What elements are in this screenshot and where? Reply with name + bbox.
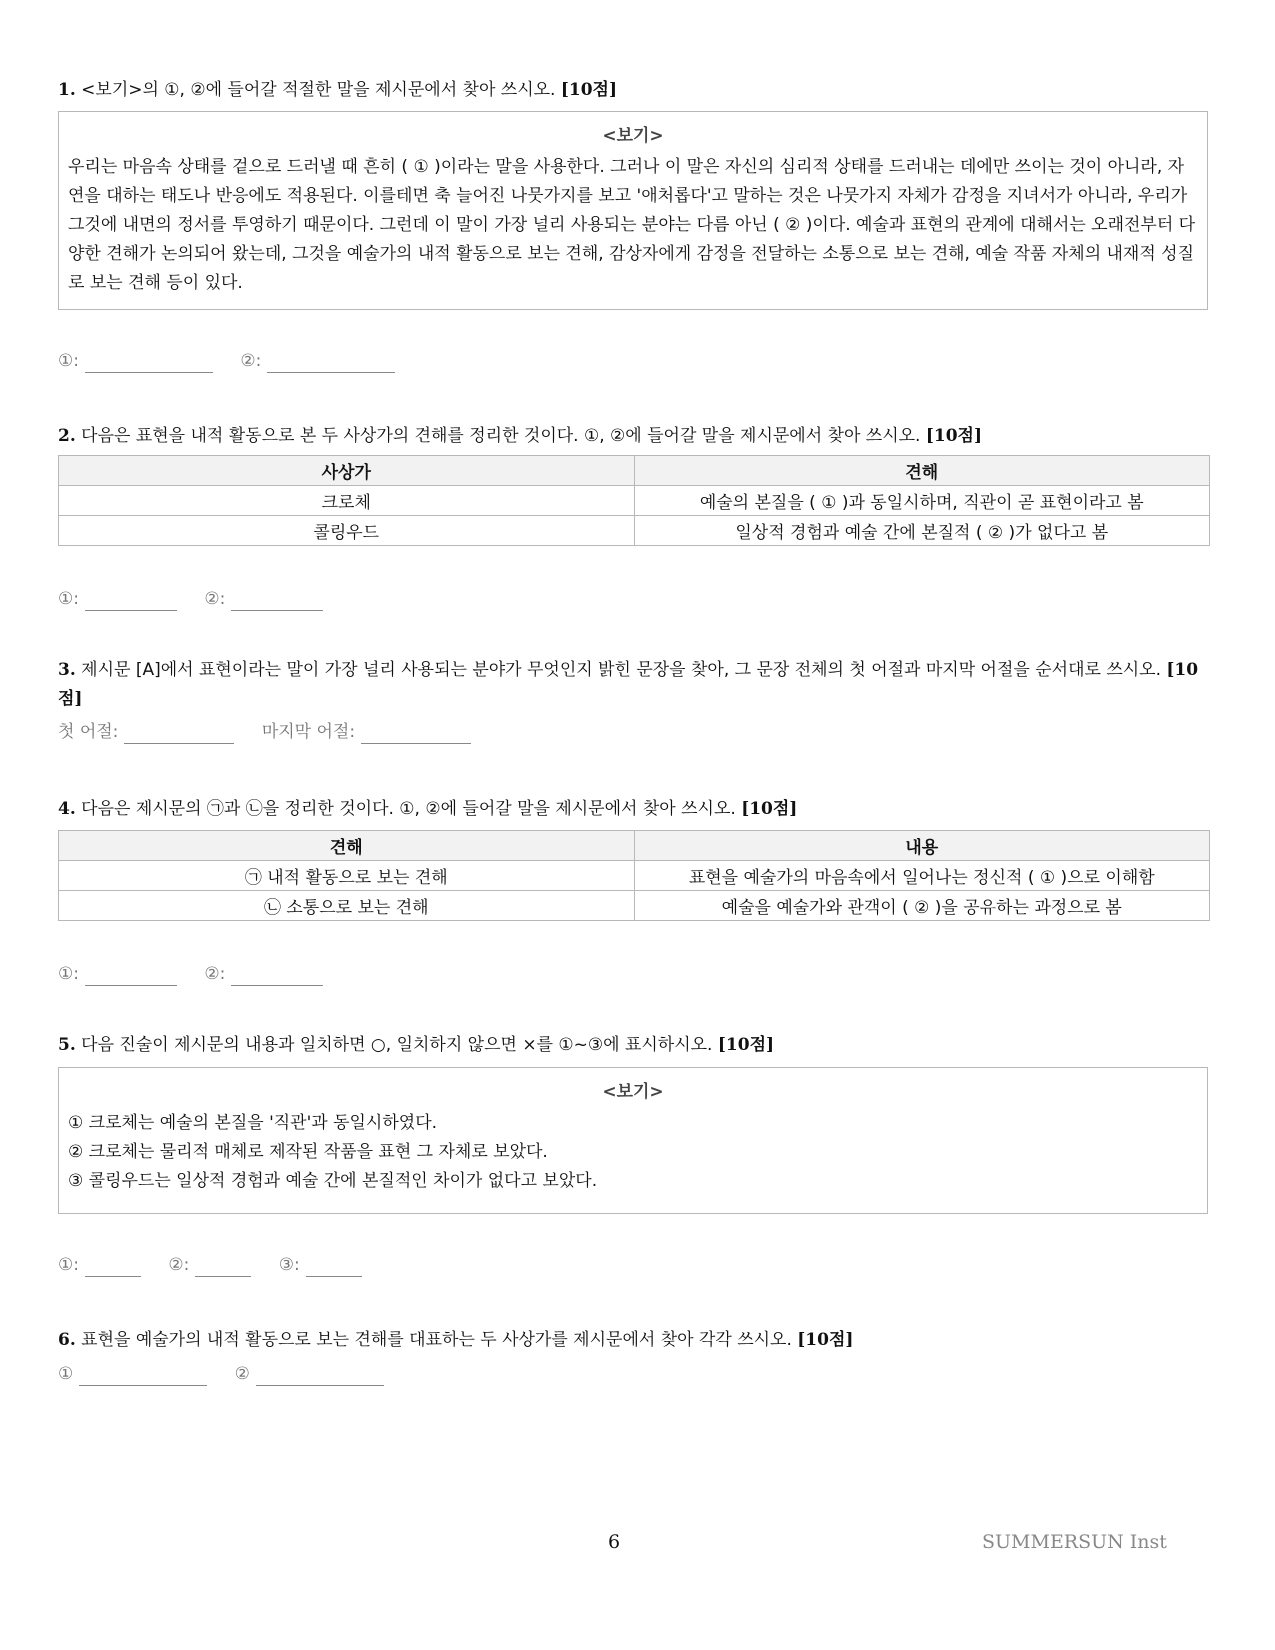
answer-blank[interactable] (306, 1256, 362, 1277)
question-points: [10점] (58, 660, 1199, 709)
question-points: [10점] (797, 1330, 854, 1350)
answer-label: ③: (278, 1255, 300, 1275)
brand-label: SUMMERSUN Inst (982, 1531, 1167, 1553)
answer-label: ②: (204, 589, 226, 609)
page-number: 6 (608, 1531, 621, 1553)
question-points: [10점] (741, 799, 798, 819)
table-cell: ㉠ 내적 활동으로 보는 견해 (59, 861, 635, 891)
question-text: <보기>의 ①, ②에 들어갈 적절한 말을 제시문에서 찾아 쓰시오. (75, 80, 561, 100)
answer-item (240, 349, 395, 373)
answer-item (262, 720, 471, 744)
table-header: 견해 (59, 831, 635, 861)
question-points: [10점] (717, 1035, 775, 1055)
answer-blank[interactable] (79, 1365, 207, 1386)
question-text: 다음은 표현을 내적 활동으로 본 두 사상가의 견해를 정리한 것이다. ①, ②에 들어갈 말을 제시문에서 찾아 쓰시오. (75, 426, 926, 446)
answer-line-2 (58, 587, 345, 611)
answer-item (58, 349, 213, 373)
question-text: 다음 진술이 제시문의 내용과 일치하면 ○, 일치하지 않으면 ×를 ①~③에 표시하시오. (75, 1035, 718, 1055)
answer-blank[interactable] (85, 1256, 141, 1277)
box-passage: 우리는 마음속 상태를 겉으로 드러낼 때 흔히 ( ① )이라는 말을 사용한다. 그러나 이 말은 자신의 심리적 상태를 드러내는 데에만 쓰이는 것이 아니라, 자연을 대하는 태도나 반응에도 적용된다. 이를테면 축 늘어진 나뭇가지를 보고 '애처롭다'고 말하는 것은 나뭇가지 자체가 감정을 지녀서가 아니라, 우리가 그것에 내면의 정서를 투영하기 때문이다. 그런데 이 말이 가장 널리 사용되는 분야는 다름 아닌 ( ② )이다. 예술과 표현의 관계에 대해서는 오래전부터 다양한 견해가 논의되어 왔는데, 그것을 예술가의 내적 활동으로 보는 견해, 감상자에게 감정을 전달하는 소통으로 보는 견해, 예술 작품 자체의 내재적 성질로 보는 견해 등이 있다. (68, 157, 1196, 293)
answer-blank[interactable] (267, 352, 395, 373)
box-statement: ① 크로체는 예술의 본질을 '직관'과 동일시하였다. (68, 1113, 438, 1133)
answer-label: ①: (58, 964, 79, 984)
question-points: [10점] (925, 426, 983, 446)
question-1 (58, 76, 1210, 105)
table-cell: 예술을 예술가와 관객이 ( ② )을 공유하는 과정으로 봄 (634, 891, 1210, 921)
table-header-row (59, 456, 1210, 486)
question-points: [10점] (560, 80, 618, 100)
answer-label: ② (234, 1364, 250, 1384)
question-number: 4. (58, 799, 76, 819)
answer-blank[interactable] (85, 352, 213, 373)
answer-blank[interactable] (231, 590, 323, 611)
answer-item (58, 962, 177, 986)
bogi-box-1 (58, 111, 1208, 310)
table-row (59, 486, 1210, 516)
views-table (58, 830, 1210, 921)
answer-blank[interactable] (361, 723, 471, 744)
box-statement: ③ 콜링우드는 일상적 경험과 예술 간에 본질적인 차이가 없다고 보았다. (68, 1171, 598, 1191)
answer-blank[interactable] (85, 965, 177, 986)
answer-blank[interactable] (124, 723, 234, 744)
table-header: 내용 (634, 831, 1210, 861)
answer-item (168, 1253, 251, 1277)
bogi-box-5 (58, 1067, 1208, 1214)
answer-label: ②: (240, 351, 262, 371)
table-cell: 크로체 (59, 486, 635, 516)
question-number: 1. (58, 80, 76, 100)
answer-item (58, 587, 177, 611)
answer-label: ①: (58, 351, 79, 371)
question-text: 표현을 예술가의 내적 활동으로 보는 견해를 대표하는 두 사상가를 제시문에서 찾아 각각 쓰시오. (75, 1330, 798, 1350)
answer-label: 마지막 어절: (261, 722, 356, 742)
answer-line-3 (58, 720, 493, 744)
table-header: 사상가 (59, 456, 635, 486)
answer-label: 첫 어절: (58, 722, 119, 742)
table-row (59, 516, 1210, 546)
table-cell: 표현을 예술가의 마음속에서 일어나는 정신적 ( ① )으로 이해함 (634, 861, 1210, 891)
answer-item (235, 1362, 384, 1386)
question-6 (58, 1326, 1210, 1355)
question-number: 5. (58, 1035, 76, 1055)
question-number: 3. (58, 660, 76, 680)
answer-line-6 (58, 1362, 406, 1386)
table-cell: 일상적 경험과 예술 간에 본질적 ( ② )가 없다고 봄 (634, 516, 1210, 546)
question-2 (58, 422, 1210, 451)
answer-item (204, 587, 323, 611)
table-cell: 콜링우드 (59, 516, 635, 546)
table-cell: 예술의 본질을 ( ① )과 동일시하며, 직관이 곧 표현이라고 봄 (634, 486, 1210, 516)
answer-label: ②: (204, 964, 226, 984)
table-row (59, 861, 1210, 891)
answer-line-5 (58, 1253, 384, 1277)
answer-label: ①: (58, 589, 79, 609)
question-5 (58, 1031, 1210, 1060)
answer-item (58, 720, 234, 744)
question-text: 다음은 제시문의 ㉠과 ㉡을 정리한 것이다. ①, ②에 들어갈 말을 제시문에서 찾아 쓰시오. (75, 799, 742, 819)
question-text: 제시문 [A]에서 표현이라는 말이 가장 널리 사용되는 분야가 무엇인지 밝힌 문장을 찾아, 그 문장 전체의 첫 어절과 마지막 어절을 순서대로 쓰시오. (75, 660, 1167, 680)
box-statement: ② 크로체는 물리적 매체로 제작된 작품을 표현 그 자체로 보았다. (68, 1142, 548, 1162)
question-4 (58, 795, 1210, 824)
answer-item (279, 1253, 362, 1277)
answer-line-4 (58, 962, 345, 986)
answer-blank[interactable] (231, 965, 323, 986)
box-title: <보기> (602, 126, 664, 146)
answer-item (58, 1253, 141, 1277)
answer-blank[interactable] (256, 1365, 384, 1386)
table-row (59, 891, 1210, 921)
answer-label: ②: (168, 1255, 190, 1275)
answer-label: ① (58, 1364, 74, 1384)
table-cell: ㉡ 소통으로 보는 견해 (59, 891, 635, 921)
answer-blank[interactable] (85, 590, 177, 611)
table-header: 견해 (634, 456, 1210, 486)
table-header-row (59, 831, 1210, 861)
question-3 (58, 656, 1210, 714)
answer-item (58, 1362, 207, 1386)
thinkers-table (58, 455, 1210, 546)
question-number: 6. (58, 1330, 76, 1350)
answer-item (204, 962, 323, 986)
answer-line-1 (58, 349, 417, 373)
question-number: 2. (58, 426, 76, 446)
answer-label: ①: (58, 1255, 79, 1275)
answer-blank[interactable] (195, 1256, 251, 1277)
box-title: <보기> (602, 1082, 664, 1102)
